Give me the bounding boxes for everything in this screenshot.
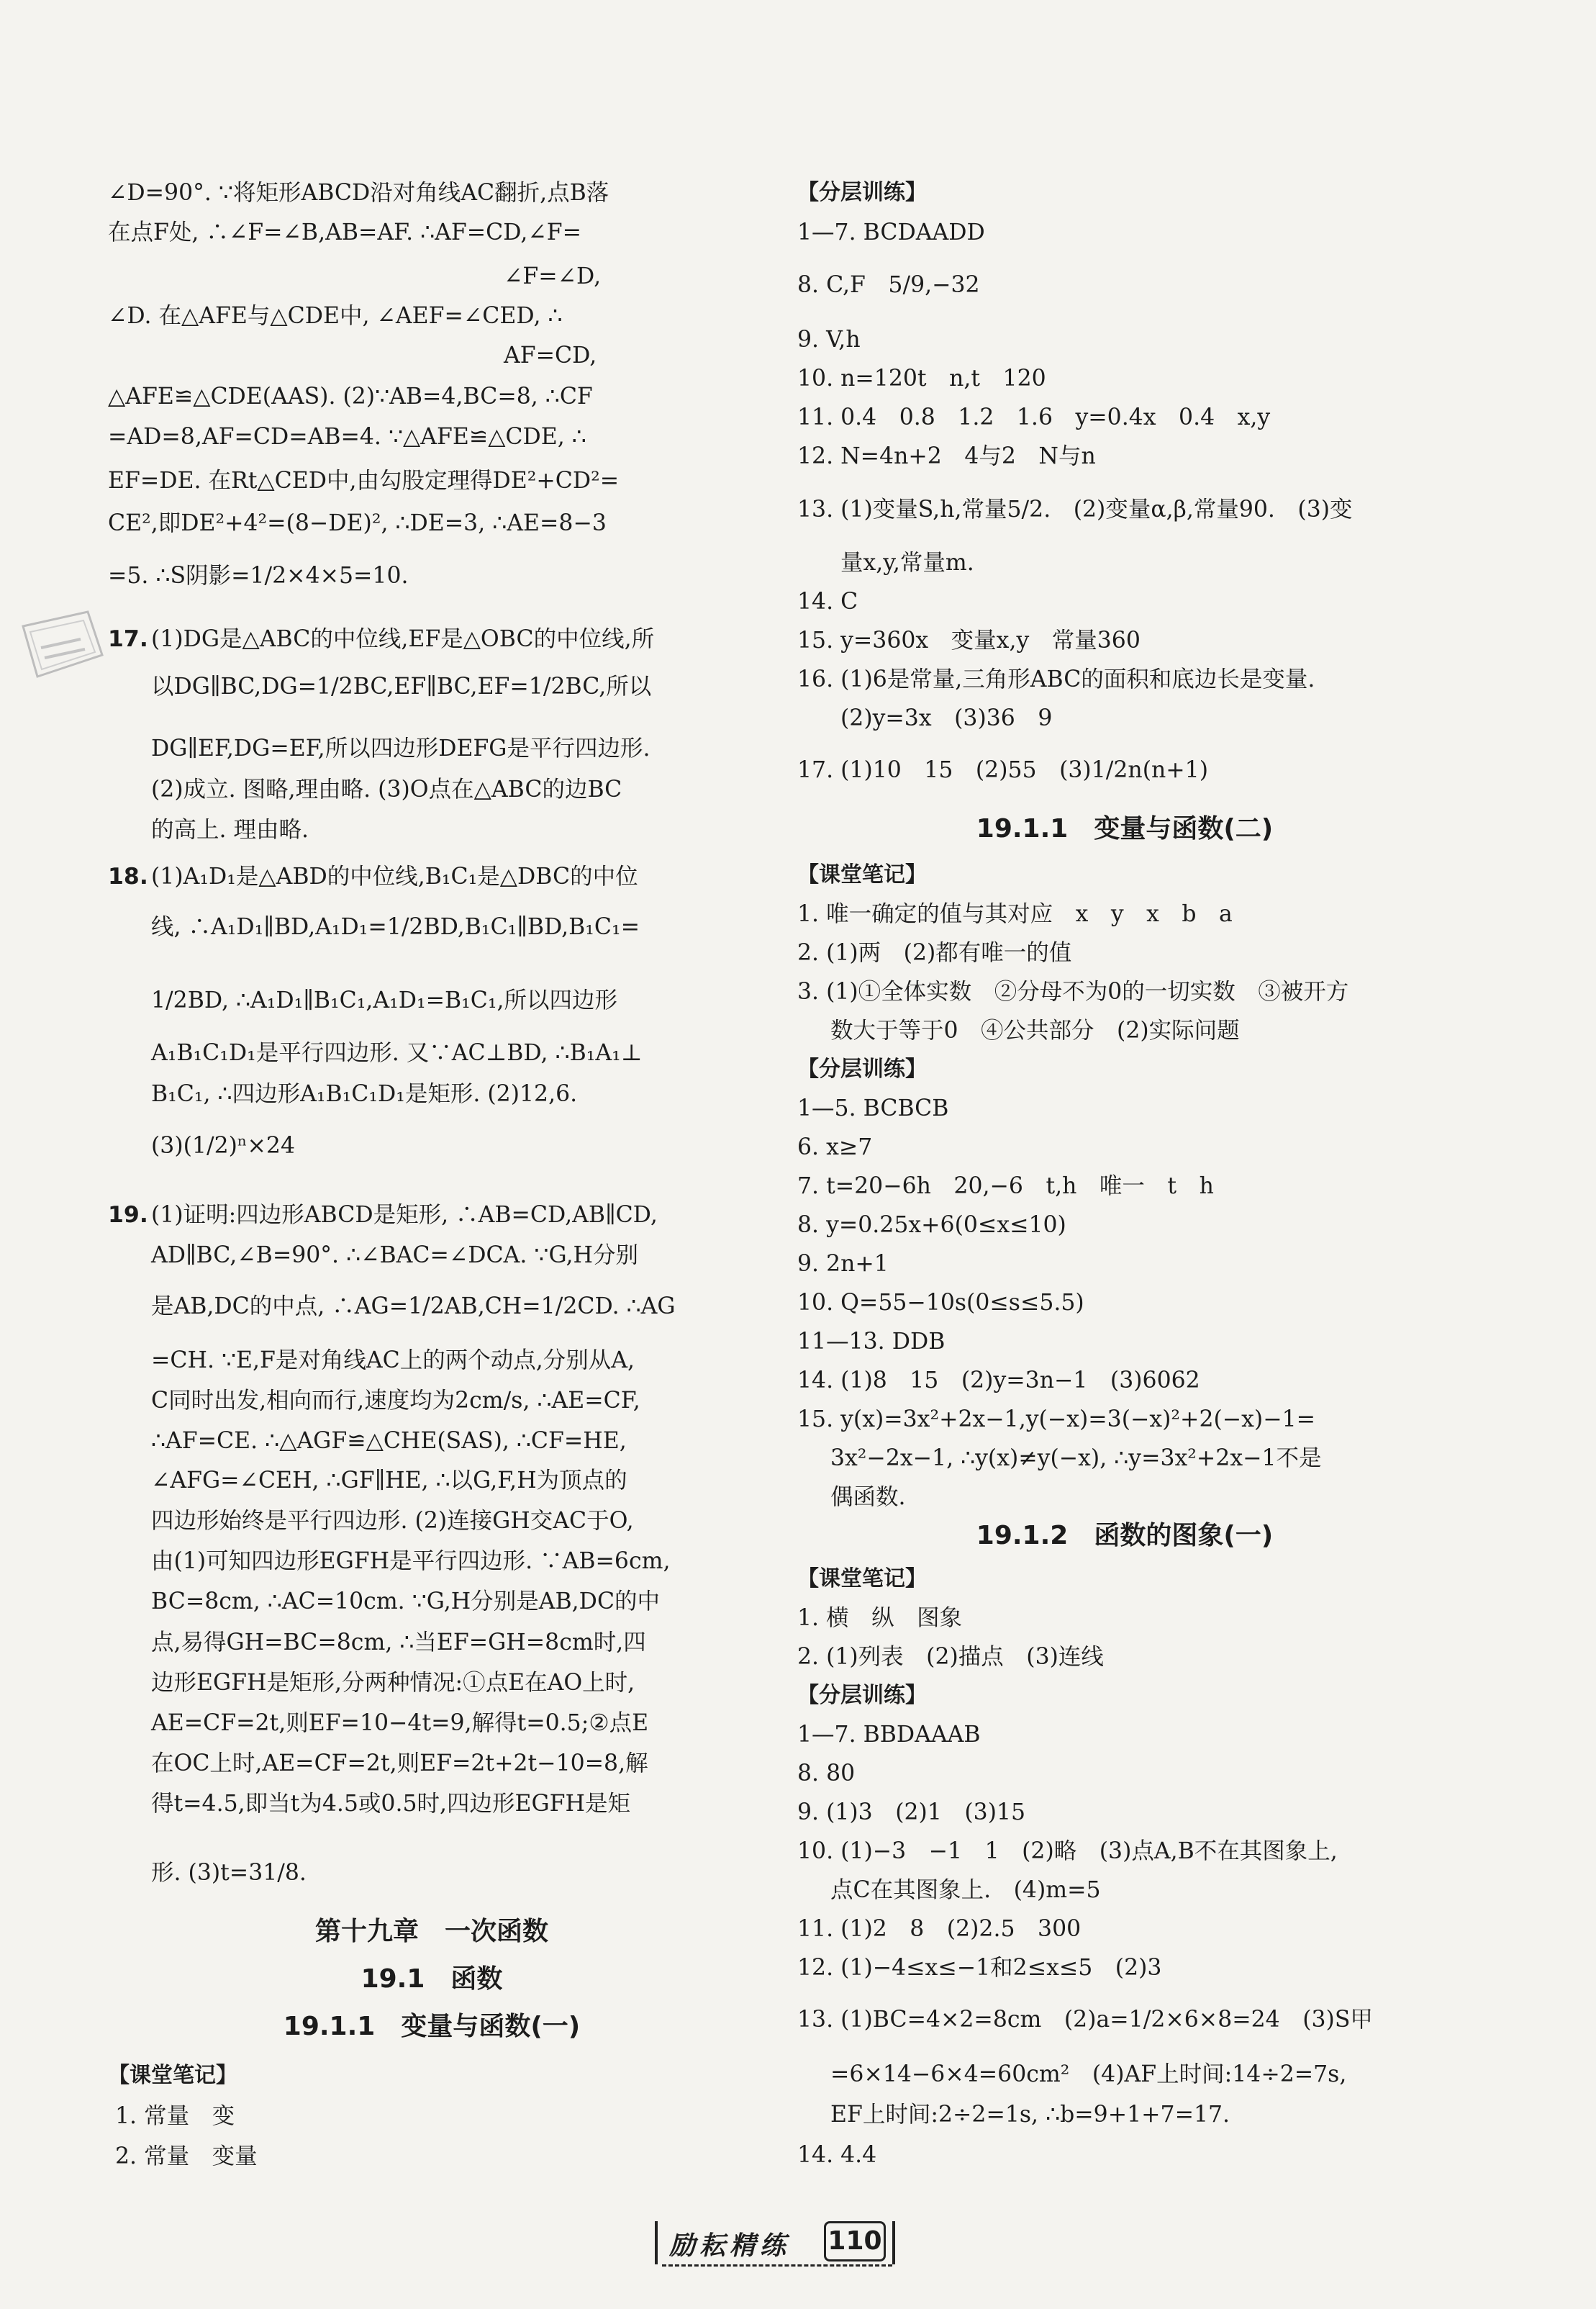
text-line: 在OC上时,AE=CF=2t,则EF=2t+2t−10=8,解 — [151, 1750, 648, 1776]
text-line: (1)证明:四边形ABCD是矩形, ∴AB=CD,AB∥CD, — [151, 1202, 658, 1228]
section-label: 【分层训练】 — [797, 180, 927, 205]
text-line: B₁C₁, ∴四边形A₁B₁C₁D₁是矩形. (2)12,6. — [151, 1081, 578, 1107]
text-line: 11. 0.4 0.8 1.2 1.6 y=0.4x 0.4 x,y — [797, 405, 1271, 430]
section-title: 19.1 函数 — [361, 1964, 503, 1994]
text-line: 是AB,DC的中点, ∴AG=1/2AB,CH=1/2CD. ∴AG — [151, 1293, 676, 1319]
text-line: 1—7. BBDAAAB — [797, 1722, 981, 1748]
text-line: 10. (1)−3 −1 1 (2)略 (3)点A,B不在其图象上, — [797, 1838, 1338, 1864]
text-line: 13. (1)BC=4×2=8cm (2)a=1/2×6×8=24 (3)S甲 — [797, 2007, 1373, 2033]
text-line: AD∥BC,∠B=90°. ∴∠BAC=∠DCA. ∵G,H分别 — [151, 1242, 638, 1268]
text-line: 1—5. BCBCB — [797, 1095, 949, 1121]
text-line: ∴AF=CE. ∴△AGF≌△CHE(SAS), ∴CF=HE, — [151, 1428, 627, 1454]
text-line: (3)(1/2)ⁿ×24 — [151, 1133, 295, 1159]
text-line: 点,易得GH=BC=8cm, ∴当EF=GH=8cm时,四 — [151, 1630, 646, 1655]
text-line: 量x,y,常量m. — [840, 550, 974, 576]
footer-dashed-line — [662, 2264, 892, 2267]
text-line: =6×14−6×4=60cm² (4)AF上时间:14÷2=7s, — [830, 2061, 1347, 2087]
stamp-graphic — [9, 605, 109, 691]
text-line: (1)DG是△ABC的中位线,EF是△OBC的中位线,所 — [151, 626, 655, 652]
text-line: 形. (3)t=31/8. — [151, 1860, 307, 1886]
text-line: 12. N=4n+2 4与2 N与n — [797, 443, 1096, 469]
text-line: 1. 唯一确定的值与其对应 x y x b a — [797, 901, 1233, 927]
text-line: (1)A₁D₁是△ABD的中位线,B₁C₁是△DBC的中位 — [151, 864, 638, 890]
text-line: 1—7. BCDAADD — [797, 220, 985, 245]
footer-left-bar — [655, 2221, 658, 2264]
text-line: 点C在其图象上. (4)m=5 — [830, 1877, 1101, 1903]
text-line: 边形EGFH是矩形,分两种情况:①点E在AO上时, — [151, 1670, 635, 1696]
text-line: =5. ∴S阴影=1/2×4×5=10. — [108, 563, 409, 589]
question-number: 17. — [108, 626, 148, 652]
text-line: 偶函数. — [830, 1484, 906, 1510]
text-line: 线, ∴A₁D₁∥BD,A₁D₁=1/2BD,B₁C₁∥BD,B₁C₁= — [151, 914, 640, 940]
text-line: 的高上. 理由略. — [151, 817, 309, 843]
text-line: 11—13. DDB — [797, 1329, 946, 1355]
text-line: 14. (1)8 15 (2)y=3n−1 (3)6062 — [797, 1368, 1200, 1393]
subsection-title: 19.1.1 变量与函数(二) — [976, 814, 1274, 844]
brand-logo: 励耘精练 — [669, 2231, 791, 2261]
text-line: EF=DE. 在Rt△CED中,由勾股定理得DE²+CD²= — [108, 468, 620, 494]
page-number: 110 — [824, 2221, 886, 2261]
text-line: 9. (1)3 (2)1 (3)15 — [797, 1799, 1026, 1825]
page-footer — [662, 2217, 907, 2274]
text-line: 15. y(x)=3x²+2x−1,y(−x)=3(−x)²+2(−x)−1= — [797, 1406, 1316, 1432]
text-line: 8. 80 — [797, 1761, 856, 1786]
text-line: 8. y=0.25x+6(0≤x≤10) — [797, 1212, 1066, 1238]
text-line: ∠D. 在△AFE与△CDE中, ∠AEF=∠CED, ∴ — [108, 303, 563, 329]
text-line: A₁B₁C₁D₁是平行四边形. 又∵AC⊥BD, ∴B₁A₁⊥ — [151, 1040, 643, 1066]
text-line: 1. 横 纵 图象 — [797, 1605, 963, 1631]
text-line: 7. t=20−6h 20,−6 t,h 唯一 t h — [797, 1173, 1214, 1199]
text-line: 14. 4.4 — [797, 2142, 877, 2168]
text-line: 10. n=120t n,t 120 — [797, 366, 1046, 392]
text-line: CE²,即DE²+4²=(8−DE)², ∴DE=3, ∴AE=8−3 — [108, 510, 607, 536]
text-line: ∠D=90°. ∵将矩形ABCD沿对角线AC翻折,点B落 — [108, 180, 609, 206]
text-line: 9. 2n+1 — [797, 1251, 889, 1277]
text-line: AF=CD, — [504, 343, 597, 369]
text-line: 16. (1)6是常量,三角形ABC的面积和底边长是变量. — [797, 667, 1315, 692]
text-line: 1. 常量 变 — [115, 2103, 235, 2129]
footer-right-bar — [892, 2221, 895, 2264]
subsection-title: 19.1.1 变量与函数(一) — [283, 2012, 581, 2041]
question-number: 18. — [108, 864, 148, 890]
text-line: 1/2BD, ∴A₁D₁∥B₁C₁,A₁D₁=B₁C₁,所以四边形 — [151, 988, 618, 1013]
section-label: 【分层训练】 — [797, 1683, 927, 1708]
text-line: 15. y=360x 变量x,y 常量360 — [797, 628, 1141, 654]
text-line: C同时出发,相向而行,速度均为2cm/s, ∴AE=CF, — [151, 1388, 640, 1414]
text-line: 11. (1)2 8 (2)2.5 300 — [797, 1916, 1082, 1942]
text-line: 3. (1)①全体实数 ②分母不为0的一切实数 ③被开方 — [797, 979, 1349, 1005]
text-line: 3x²−2x−1, ∴y(x)≠y(−x), ∴y=3x²+2x−1不是 — [830, 1445, 1322, 1471]
stamp-image — [9, 605, 109, 691]
text-line: 在点F处, ∴∠F=∠B,AB=AF. ∴AF=CD,∠F= — [108, 220, 582, 245]
text-line: DG∥EF,DG=EF,所以四边形DEFG是平行四边形. — [151, 736, 650, 762]
text-line: EF上时间:2÷2=1s, ∴b=9+1+7=17. — [830, 2102, 1230, 2128]
note-label: 【课堂笔记】 — [108, 2063, 237, 2088]
text-line: 12. (1)−4≤x≤−1和2≤x≤5 (2)3 — [797, 1955, 1162, 1981]
text-line: 14. C — [797, 589, 858, 615]
text-line: BC=8cm, ∴AC=10cm. ∵G,H分别是AB,DC的中 — [151, 1589, 661, 1614]
text-line: 由(1)可知四边形EGFH是平行四边形. ∵AB=6cm, — [151, 1548, 671, 1574]
subsection-title: 19.1.2 函数的图象(一) — [976, 1521, 1274, 1550]
text-line: 四边形始终是平行四边形. (2)连接GH交AC于O, — [151, 1508, 634, 1534]
chapter-title: 第十九章 一次函数 — [314, 1917, 548, 1946]
note-label: 【课堂笔记】 — [797, 1566, 927, 1591]
text-line: ∠AFG=∠CEH, ∴GF∥HE, ∴以G,F,H为顶点的 — [151, 1468, 627, 1494]
text-line: 2. (1)两 (2)都有唯一的值 — [797, 940, 1072, 966]
note-label: 【课堂笔记】 — [797, 862, 927, 887]
text-line: (2)成立. 图略,理由略. (3)O点在△ABC的边BC — [151, 777, 622, 803]
text-line: 6. x≥7 — [797, 1134, 873, 1160]
text-line: ∠F=∠D, — [504, 263, 602, 289]
text-line: 2. (1)列表 (2)描点 (3)连线 — [797, 1644, 1104, 1670]
text-line: 数大于等于0 ④公共部分 (2)实际问题 — [830, 1018, 1240, 1044]
text-line: 9. V,h — [797, 327, 861, 353]
text-line: AE=CF=2t,则EF=10−4t=9,解得t=0.5;②点E — [151, 1710, 649, 1736]
section-label: 【分层训练】 — [797, 1057, 927, 1082]
text-line: 8. C,F 5/9,−32 — [797, 272, 980, 298]
text-line: 得t=4.5,即当t为4.5或0.5时,四边形EGFH是矩 — [151, 1791, 631, 1817]
text-line: 10. Q=55−10s(0≤s≤5.5) — [797, 1290, 1084, 1316]
question-number: 19. — [108, 1202, 148, 1228]
text-line: 13. (1)变量S,h,常量5/2. (2)变量α,β,常量90. (3)变 — [797, 497, 1353, 523]
text-line: 2. 常量 变量 — [115, 2143, 258, 2169]
text-line: =CH. ∵E,F是对角线AC上的两个动点,分别从A, — [151, 1347, 635, 1373]
text-line: 以DG∥BC,DG=1/2BC,EF∥BC,EF=1/2BC,所以 — [151, 674, 652, 700]
text-line: △AFE≌△CDE(AAS). (2)∵AB=4,BC=8, ∴CF — [108, 384, 593, 410]
text-line: (2)y=3x (3)36 9 — [840, 705, 1053, 731]
text-line: =AD=8,AF=CD=AB=4. ∵△AFE≌△CDE, ∴ — [108, 424, 586, 450]
text-line: 17. (1)10 15 (2)55 (3)1/2n(n+1) — [797, 757, 1208, 783]
